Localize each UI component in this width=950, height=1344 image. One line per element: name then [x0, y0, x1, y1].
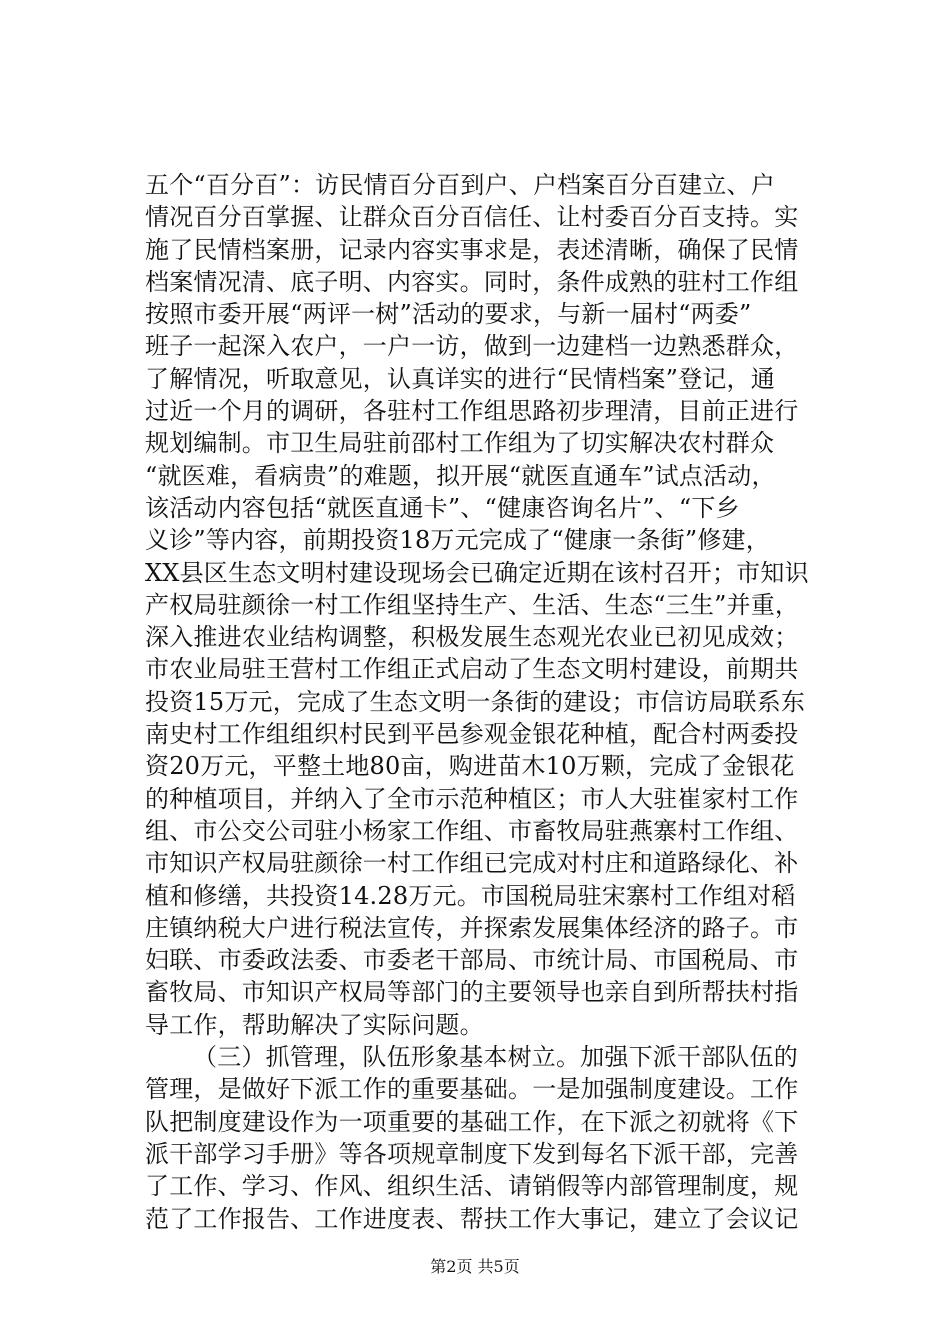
text-line: 管理，是做好下派工作的重要基础。一是加强制度建设。工作	[145, 1075, 799, 1104]
text-line: 妇联、市委政法委、市委老干部局、市统计局、市国税局、市	[145, 946, 799, 975]
page-footer	[0, 1257, 950, 1277]
text-line: 班子一起深入农户，一户一访，做到一边建档一边熟悉群众，	[145, 332, 799, 361]
text-line: 投资15万元，完成了生态文明一条街的建设；市信访局联系东	[145, 687, 806, 716]
text-line: 施了民情档案册，记录内容实事求是，表述清晰，确保了民情	[145, 235, 799, 264]
text-line: 深入推进农业结构调整，积极发展生态观光农业已初见成效；	[145, 623, 799, 652]
text-line: 畜牧局、市知识产权局等部门的主要领导也亲自到所帮扶村指	[145, 978, 799, 1007]
text-line: 按照市委开展“两评一树”活动的要求，与新一届村“两委”	[145, 300, 752, 329]
text-line: 植和修缮，共投资14.28万元。市国税局驻宋寨村工作组对稻	[145, 881, 796, 910]
text-line: 导工作，帮助解决了实际问题。	[145, 1010, 484, 1039]
text-line: 庄镇纳税大户进行税法宣传，并探索发展集体经济的路子。市	[145, 913, 799, 942]
text-line: 的种植项目，并纳入了全市示范种植区；市人大驻崔家村工作	[145, 784, 799, 813]
text-line: XX县区生态文明村建设现场会已确定近期在该村召开；市知识	[145, 558, 809, 587]
text-line: 派干部学习手册》等各项规章制度下发到每名下派干部，完善	[145, 1139, 799, 1168]
text-line: 了解情况，听取意见，认真详实的进行“民情档案”登记，通	[145, 364, 775, 393]
text-line: 市农业局驻王营村工作组正式启动了生态文明村建设，前期共	[145, 655, 799, 684]
text-line: 队把制度建设作为一项重要的基础工作，在下派之初就将《下	[145, 1107, 799, 1136]
text-line: 了工作、学习、作风、组织生活、请销假等内部管理制度，规	[145, 1172, 799, 1201]
text-line: 组、市公交公司驻小杨家工作组、市畜牧局驻燕寨村工作组、	[145, 816, 799, 845]
body-text	[145, 169, 835, 1235]
section-heading-line: （三）抓管理，队伍形象基本树立。加强下派干部队伍的	[193, 1043, 798, 1072]
text-line: 范了工作报告、工作进度表、帮扶工作大事记，建立了会议记	[145, 1204, 799, 1233]
text-line: 市知识产权局驻颜徐一村工作组已完成对村庄和道路绿化、补	[145, 849, 799, 878]
text-line: 五个“百分百”：访民情百分百到户、户档案百分百建立、户	[145, 171, 775, 199]
text-line: 资20万元，平整土地80亩，购进苗木10万颗，完成了金银花	[145, 752, 795, 781]
text-line: 义诊”等内容，前期投资18万元完成了“健康一条街”修建，	[145, 526, 770, 555]
text-line: 情况百分百掌握、让群众百分百信任、让村委百分百支持。实	[145, 203, 799, 232]
text-line: 档案情况清、底子明、内容实。同时，条件成熟的驻村工作组	[145, 267, 799, 296]
text-line: 该活动内容包括“就医直通卡”、“健康咨询名片”、“下乡	[145, 493, 740, 522]
text-line: 规划编制。市卫生局驻前邵村工作组为了切实解决农村群众	[145, 429, 775, 458]
page-number-label: 第2页 共5页	[430, 1257, 520, 1276]
text-line: “就医难，看病贵”的难题，拟开展“就医直通车”试点活动，	[145, 461, 776, 490]
text-line: 产权局驻颜徐一村工作组坚持生产、生活、生态“三生”并重，	[145, 590, 800, 619]
text-line: 南史村工作组组织村民到平邑参观金银花种植，配合村两委投	[145, 720, 799, 749]
text-line: 过近一个月的调研，各驻村工作组思路初步理清，目前正进行	[145, 397, 799, 426]
